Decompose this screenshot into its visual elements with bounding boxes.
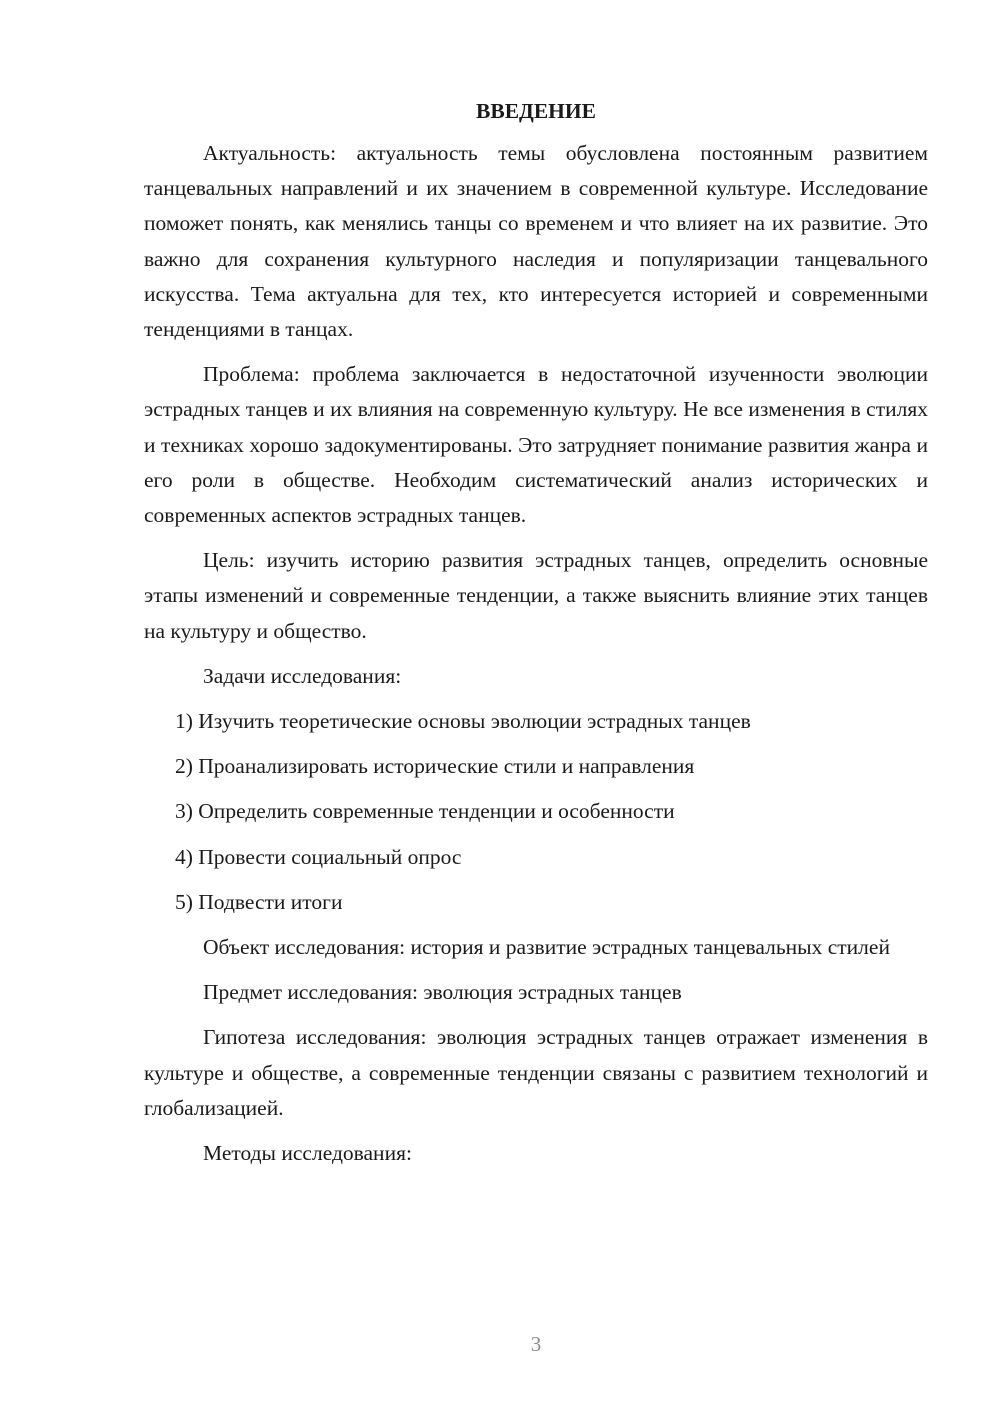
task-item-3: 3) Определить современные тенденции и особенности (175, 799, 675, 824)
problem-paragraph: Проблема: проблема заключается в недостаточной изученности эволюции эстрадных танцев и их влияния на современную культуру. Не все изменения в стилях и техниках хорошо задокументированы. Это затрудняет понимание развития жанра и его роли в обществе. Необходим систематический анализ исторических и современных аспектов эстрадных танцев. (144, 362, 928, 528)
subject-paragraph: Предмет исследования: эволюция эстрадных танцев (203, 980, 682, 1005)
page-number: 3 (530, 1332, 542, 1356)
relevance-paragraph: Актуальность: актуальность темы обусловлена постоянным развитием танцевальных направлений и их значением в современной культуре. Исследование поможет понять, как менялись танцы со временем и что влияет на их развитие. Это важно для сохранения культурного наследия и популяризации танцевального искусства. Тема актуальна для тех, кто интересуется историей и современными тенденциями в танцах. (144, 141, 928, 342)
page-title: ВВЕДЕНИЕ (476, 99, 596, 123)
task-item-2: 2) Проанализировать исторические стили и направления (175, 754, 695, 779)
task-item-1: 1) Изучить теоретические основы эволюции эстрадных танцев (175, 709, 751, 734)
task-item-4: 4) Провести социальный опрос (175, 844, 462, 869)
task-item-5: 5) Подвести итоги (175, 889, 343, 914)
object-paragraph: Объект исследования: история и развитие эстрадных танцевальных стилей (203, 935, 890, 960)
goal-paragraph: Цель: изучить историю развития эстрадных танцев, определить основные этапы изменений и современные тенденции, а также выяснить влияние этих танцев на культуру и общество. (144, 548, 928, 643)
document-page (144, 96, 928, 1171)
methods-title: Методы исследования: (203, 1141, 412, 1166)
hypothesis-paragraph: Гипотеза исследования: эволюция эстрадных танцев отражает изменения в культуре и обществе, а современные тенденции связаны с развитием технологий и глобализацией. (144, 1025, 928, 1120)
tasks-title: Задачи исследования: (203, 663, 402, 688)
